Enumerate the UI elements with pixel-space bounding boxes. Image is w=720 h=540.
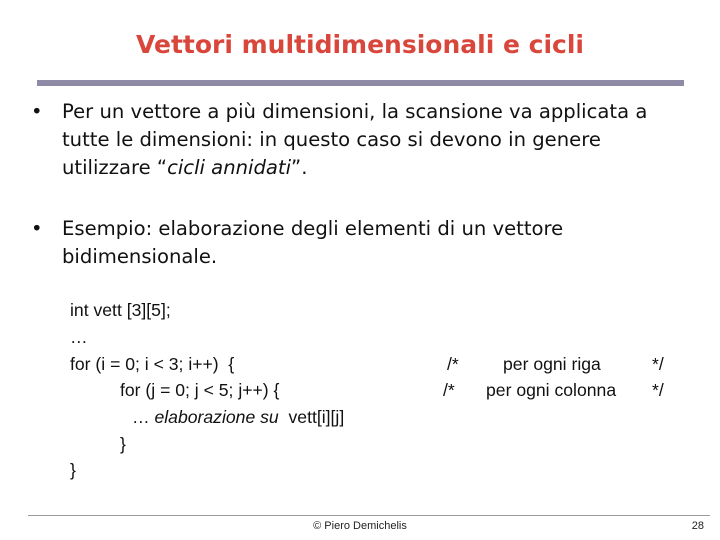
bullet-text — [62, 98, 691, 182]
slide-title: Vettori multidimensionali e cicli — [136, 30, 584, 59]
bullet-marker: • — [31, 217, 43, 240]
footer-divider — [28, 515, 710, 516]
bullet-text-emphasis: cicli annidati — [167, 156, 292, 179]
code-line-6: } — [120, 434, 126, 454]
code-line-5-suffix: vett[i][j] — [278, 407, 345, 427]
code-line-2: … — [70, 327, 88, 347]
title-divider — [37, 80, 684, 86]
code-line-4: for (j = 0; j < 5; j++) { — [120, 380, 280, 400]
bullet-text-start: Per un vettore a più dimensioni, la scansione va applicata a tutte le dimensioni: in questo caso si devono in genere utilizzare “ — [62, 100, 648, 179]
code-line-5 — [132, 407, 344, 428]
comment-2-close: */ — [652, 380, 664, 400]
code-line-5-prefix: … — [132, 407, 155, 427]
footer-credit: © Piero Demichelis — [313, 520, 407, 532]
comment-2-open: /* — [443, 380, 455, 400]
page-number: 28 — [691, 520, 704, 532]
comment-1-open: /* — [447, 354, 459, 374]
bullet-item-1 — [31, 98, 691, 182]
bullet-marker: • — [31, 100, 43, 123]
comment-1-close: */ — [652, 354, 664, 374]
bullet-item-2 — [31, 215, 691, 271]
bullet-text: Esempio: elaborazione degli elementi di un vettore bidimensionale. — [62, 217, 564, 268]
code-line-5-emphasis: elaborazione su — [154, 407, 279, 427]
code-line-7: } — [70, 460, 76, 480]
bullet-text-end: ”. — [291, 156, 308, 179]
code-line-3: for (i = 0; i < 3; i++) { — [70, 354, 235, 374]
comment-1-text: per ogni riga — [503, 354, 601, 374]
comment-2-text: per ogni colonna — [486, 380, 617, 400]
code-line-1: int vett [3][5]; — [70, 300, 171, 320]
